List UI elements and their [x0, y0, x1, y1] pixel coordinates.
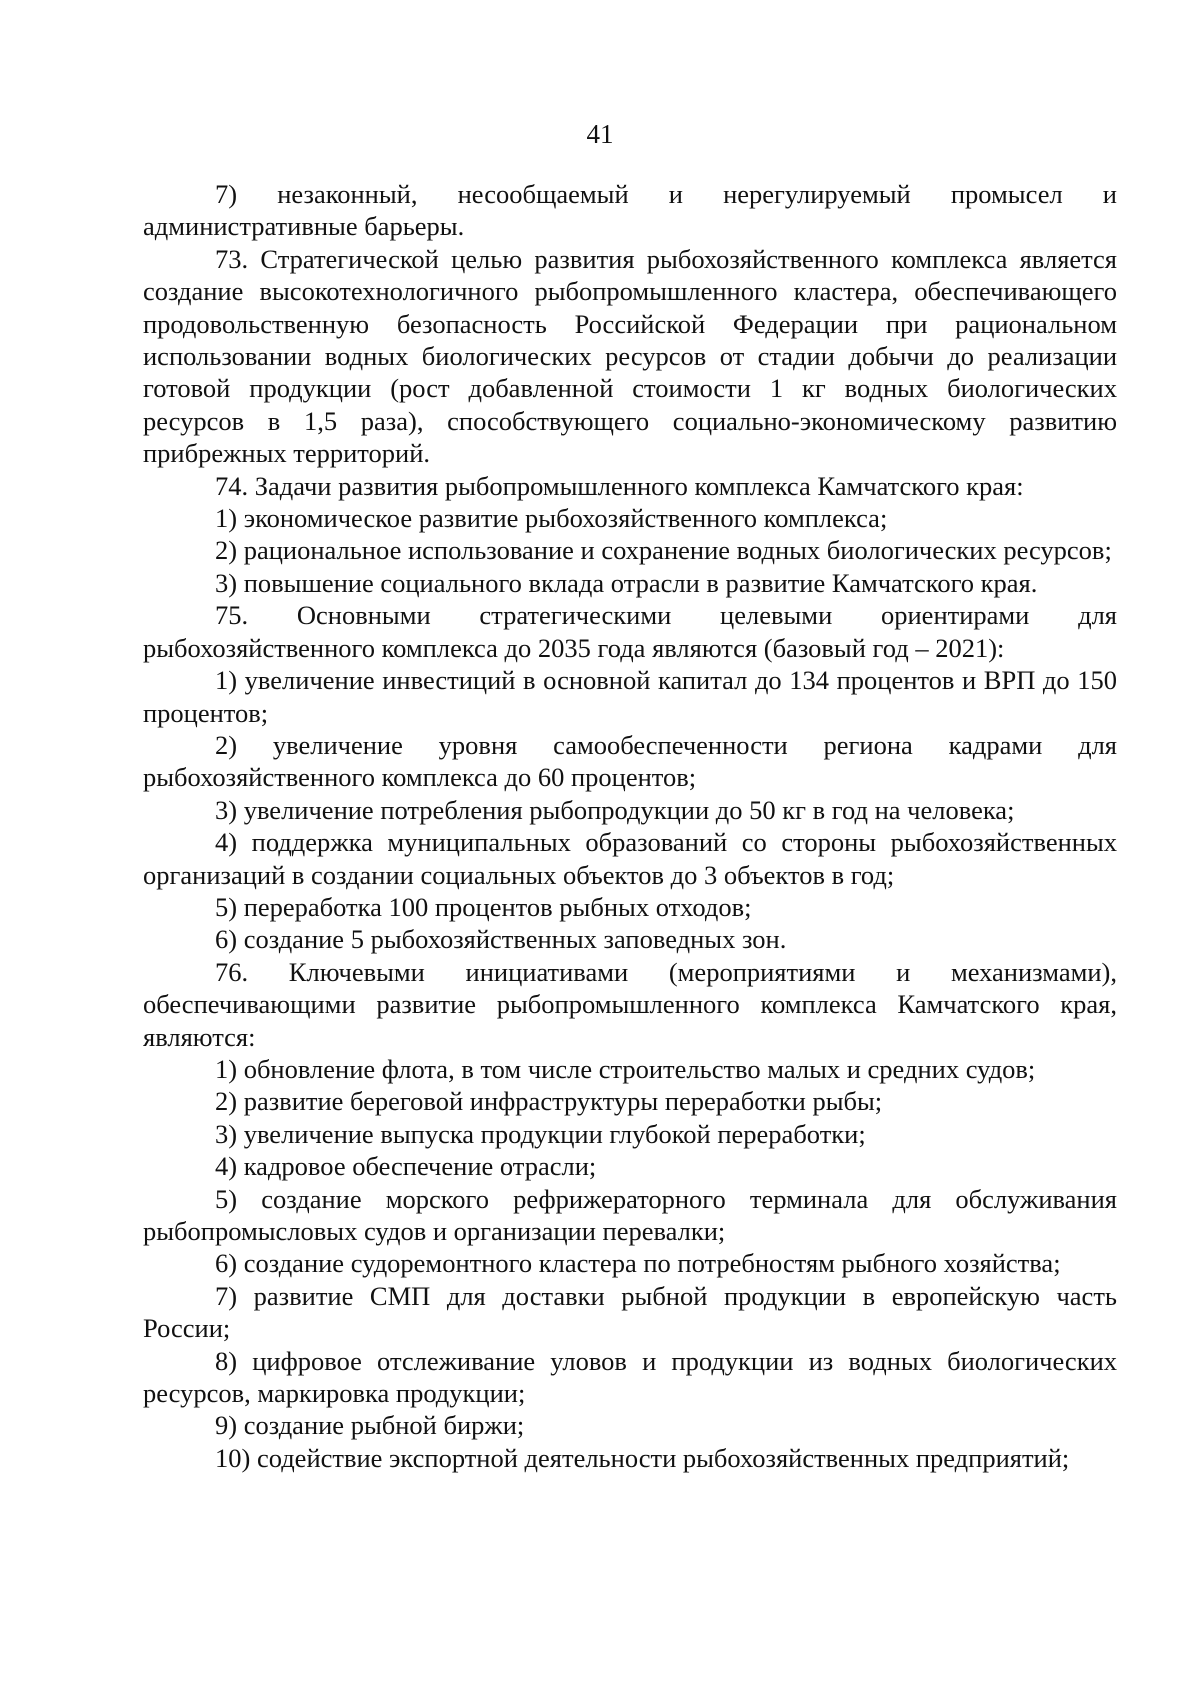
paragraph: 74. Задачи развития рыбопромышленного комплекса Камчатского края: [215, 470, 1024, 501]
paragraph: 76. Ключевыми инициативами (мероприятиями и механизмами), обеспечивающими развитие рыбопромышленного комплекса Камчатского края, являются: [143, 956, 1117, 1052]
paragraph: 10) содействие экспортной деятельности рыбохозяйственных предприятий; [215, 1442, 1070, 1473]
paragraph: 5) создание морского рефрижераторного терминала для обслуживания рыбопромысловых судов и организации перевалки; [143, 1183, 1117, 1246]
paragraph: 6) создание судоремонтного кластера по потребностям рыбного хозяйства; [215, 1248, 1061, 1279]
paragraph: 3) увеличение выпуска продукции глубокой переработки; [215, 1118, 866, 1149]
paragraph: 3) увеличение потребления рыбопродукции до 50 кг в год на человека; [215, 794, 1015, 825]
paragraph: 2) развитие береговой инфраструктуры переработки рыбы; [215, 1086, 883, 1117]
paragraph: 1) обновление флота, в том числе строительство малых и средних судов; [215, 1053, 1036, 1084]
paragraph: 7) развитие СМП для доставки рыбной продукции в европейскую часть России; [143, 1280, 1117, 1344]
paragraph: 75. Основными стратегическими целевыми ориентирами для рыбохозяйственного комплекса до 2035 года являются (базовый год – 2021): [143, 600, 1117, 663]
paragraph: 73. Стратегической целью развития рыбохозяйственного комплекса является создание высокотехнологичного рыбопромышленного кластера, обеспечивающего продовольственную безопасность Российской Федерации при рациональном использовании водных биологических ресурсов от стадии добычи до реализации готовой продукции (рост добавленной стоимости 1 кг водных биологических ресурсов в 1,5 раза), способствующего социально-экономическому развитию прибрежных территорий. [143, 243, 1117, 469]
paragraph: 4) поддержка муниципальных образований со стороны рыбохозяйственных организаций в создании социальных объектов до 3 объектов в год; [143, 827, 1117, 890]
page-number: 41 [586, 119, 614, 149]
paragraph: 3) повышение социального вклада отрасли в развитие Камчатского края. [215, 567, 1038, 598]
paragraph: 2) рациональное использование и сохранение водных биологических ресурсов; [215, 535, 1112, 566]
paragraph: 1) экономическое развитие рыбохозяйственного комплекса; [215, 503, 888, 534]
paragraph: 6) создание 5 рыбохозяйственных заповедных зон. [215, 924, 787, 955]
paragraph: 5) переработка 100 процентов рыбных отходов; [215, 891, 752, 922]
paragraph: 4) кадровое обеспечение отрасли; [215, 1151, 597, 1182]
paragraph: 2) увеличение уровня самообеспеченности региона кадрами для рыбохозяйственного комплекса до 60 процентов; [143, 729, 1117, 793]
document-body [143, 178, 1117, 1474]
paragraph: 7) незаконный, несообщаемый и нерегулируемый промысел и административные барьеры. [143, 179, 1117, 242]
paragraph: 9) создание рыбной биржи; [215, 1410, 525, 1441]
paragraph: 8) цифровое отслеживание уловов и продукции из водных биологических ресурсов, маркировка продукции; [143, 1345, 1117, 1409]
paragraph: 1) увеличение инвестиций в основной капитал до 134 процентов и ВРП до 150 процентов; [143, 665, 1117, 728]
